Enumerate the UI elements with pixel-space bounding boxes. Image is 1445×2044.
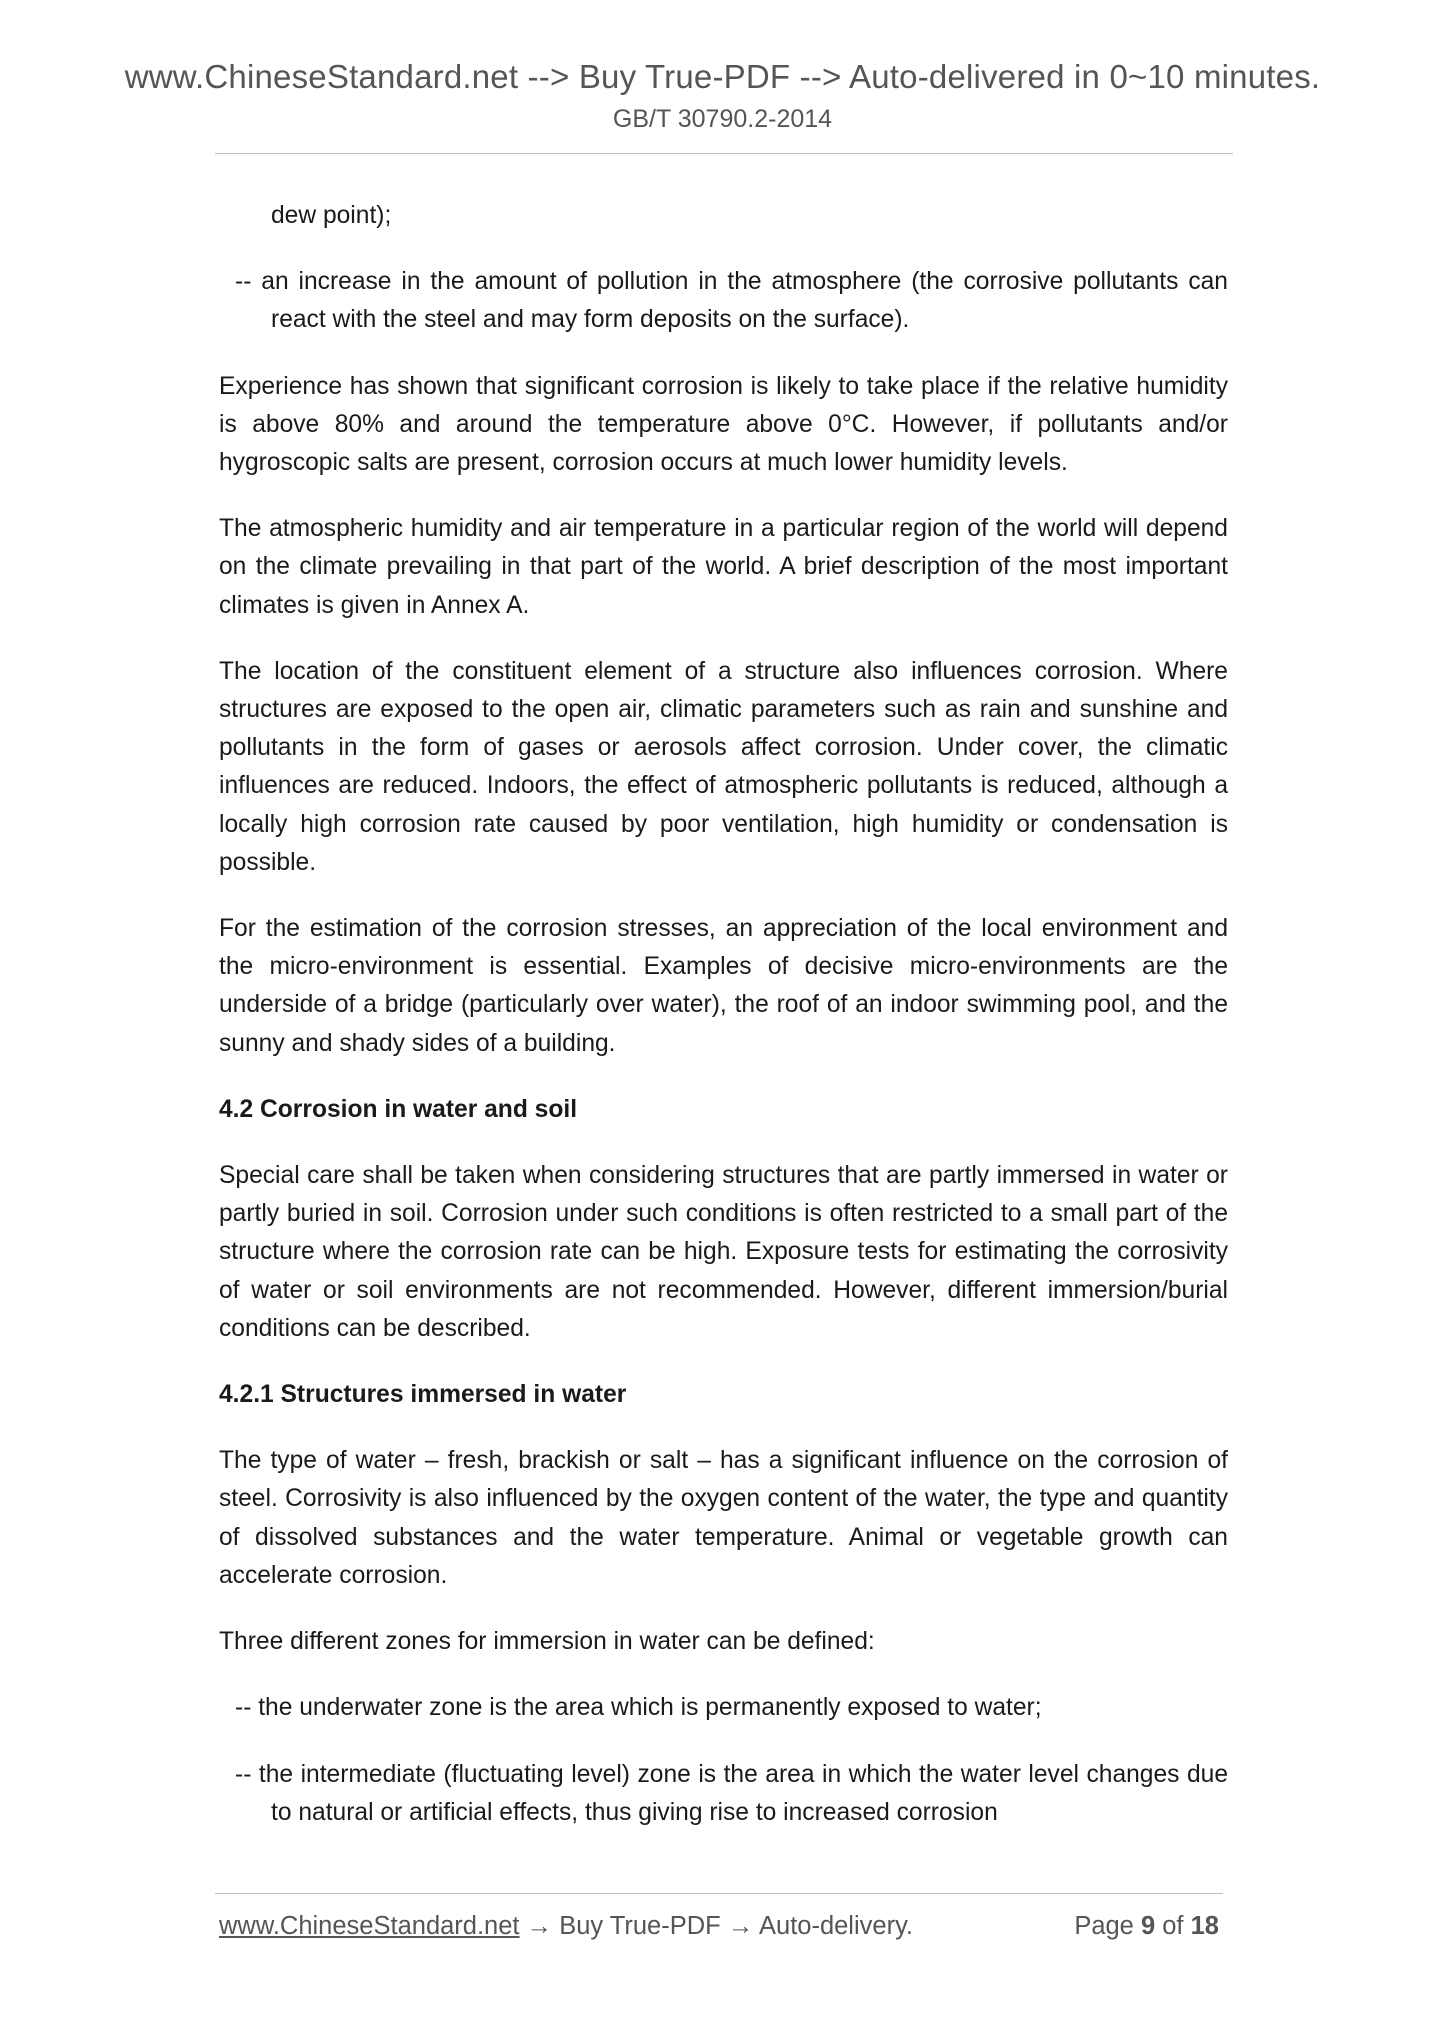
- paragraph-experience: Experience has shown that significant corrosion is likely to take place if the relative humidity is above 80% and around the temperature above 0°C. However, if pollutants and/or hygroscopic salts are present, corrosion occurs at much lower humidity levels.: [219, 372, 1228, 477]
- of-label: of: [1162, 1912, 1184, 1940]
- arrow-icon: →: [519, 1912, 560, 1940]
- header-divider: [215, 153, 1233, 154]
- list-item-underwater: -- the underwater zone is the area which is permanently exposed to water;: [235, 1694, 1042, 1722]
- standard-code: GB/T 30790.2-2014: [612, 105, 833, 133]
- footer-delivery-text: Auto-delivery.: [759, 1912, 914, 1940]
- paragraph-dew-point: dew point);: [271, 202, 392, 229]
- arrow-icon: →: [720, 1912, 759, 1940]
- section-heading-4-2-1: 4.2.1 Structures immersed in water: [219, 1381, 627, 1409]
- paragraph-atmospheric: The atmospheric humidity and air temperature in a particular region of the world will depend on the climate prevailing in that part of the world. A brief description of the most important climates is given in Annex A.: [219, 515, 1228, 619]
- paragraph-type-of-water: The type of water – fresh, brackish or salt – has a significant influence on the corrosion of steel. Corrosivity is also influenced by the oxygen content of the water, the type and quantity of dissolved substances and the water temperature. Animal or vegetable growth can accelerate corrosion.: [219, 1447, 1228, 1589]
- paragraph-estimation: For the estimation of the corrosion stresses, an appreciation of the local environment and the micro-environment is essential. Examples of decisive micro-environments are the underside of a bridge (particularly over water), the roof of an indoor swimming pool, and the sunny and shady sides of a building.: [219, 915, 1228, 1057]
- paragraph-special-care: Special care shall be taken when considering structures that are partly immersed in water or partly buried in soil. Corrosion under such conditions is often restricted to a small part of the structure where the corrosion rate can be high. Exposure tests for estimating the corrosivity of water or soil environments are not recommended. However, different immersion/burial conditions can be described.: [219, 1162, 1228, 1342]
- page-number: [1074, 1912, 1219, 1941]
- list-item-pollution: -- an increase in the amount of pollution in the atmosphere (the corrosive pollutants can react with the steel and may form deposits on the surface).: [235, 268, 1228, 334]
- paragraph-three-zones: Three different zones for immersion in water can be defined:: [219, 1628, 875, 1656]
- footer-buy-text: Buy True-PDF: [559, 1912, 721, 1940]
- footer-divider: [215, 1893, 1223, 1894]
- page-label: Page: [1074, 1912, 1134, 1940]
- page-current: 9: [1140, 1912, 1156, 1940]
- footer-site-link[interactable]: www.ChineseStandard.net: [219, 1912, 520, 1940]
- document-body: [219, 197, 1228, 1860]
- page-total: 18: [1190, 1912, 1219, 1940]
- list-item-intermediate: -- the intermediate (fluctuating level) zone is the area in which the water level changes due to natural or artificial effects, thus giving rise to increased corrosion: [235, 1760, 1228, 1826]
- footer-left: [219, 1912, 913, 1941]
- paragraph-location: The location of the constituent element of a structure also influences corrosion. Where structures are exposed to the open air, climatic parameters such as rain and sunshine and pollutants in the form of gases or aerosols affect corrosion. Under cover, the climatic influences are reduced. Indoors, the effect of atmospheric pollutants is reduced, although a locally high corrosion rate caused by poor ventilation, high humidity or condensation is possible.: [219, 657, 1228, 876]
- top-banner: www.ChineseStandard.net --> Buy True-PDF --> Auto-delivered in 0~10 minutes.: [124, 58, 1321, 95]
- section-heading-4-2: 4.2 Corrosion in water and soil: [219, 1095, 578, 1123]
